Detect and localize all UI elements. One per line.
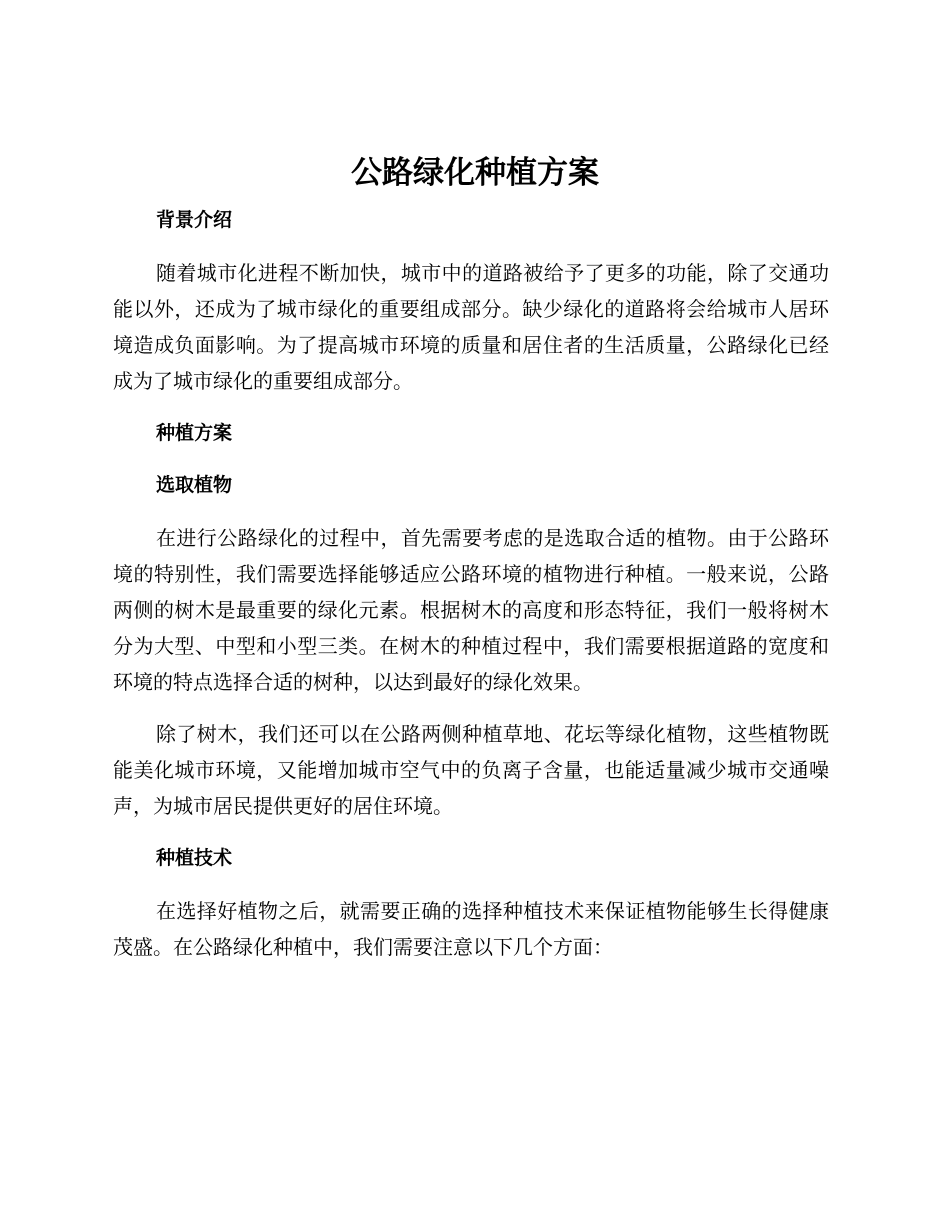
page-title: 公路绿化种植方案 <box>351 155 599 191</box>
heading-planting-technique: 种植技术 <box>156 847 233 869</box>
paragraph-planting-technique: 在选择好植物之后，就需要正确的选择种植技术来保证植物能够生长得健康茂盛。在公路绿化种植中，我们需要注意以下几个方面： <box>113 899 829 959</box>
heading-background: 背景介绍 <box>156 209 233 231</box>
heading-select-plants: 选取植物 <box>156 474 233 496</box>
heading-planting-plan: 种植方案 <box>156 422 233 444</box>
document-body <box>113 202 829 965</box>
paragraph-select-plants-1: 在进行公路绿化的过程中，首先需要考虑的是选取合适的植物。由于公路环境的特别性，我们需要选择能够适应公路环境的植物进行种植。一般来说，公路两侧的树木是最重要的绿化元素。根据树木的高度和形态特征，我们一般将树木分为大型、中型和小型三类。在树木的种植过程中，我们需要根据道路的宽度和环境的特点选择合适的树种，以达到最好的绿化效果。 <box>113 526 829 694</box>
paragraph-background: 随着城市化进程不断加快，城市中的道路被给予了更多的功能，除了交通功能以外，还成为了城市绿化的重要组成部分。缺少绿化的道路将会给城市人居环境造成负面影响。为了提高城市环境的质量和居住者的生活质量，公路绿化已经成为了城市绿化的重要组成部分。 <box>113 261 829 393</box>
paragraph-select-plants-2: 除了树木，我们还可以在公路两侧种植草地、花坛等绿化植物，这些植物既能美化城市环境，又能增加城市空气中的负离子含量，也能适量减少城市交通噪声，为城市居民提供更好的居住环境。 <box>113 722 829 818</box>
